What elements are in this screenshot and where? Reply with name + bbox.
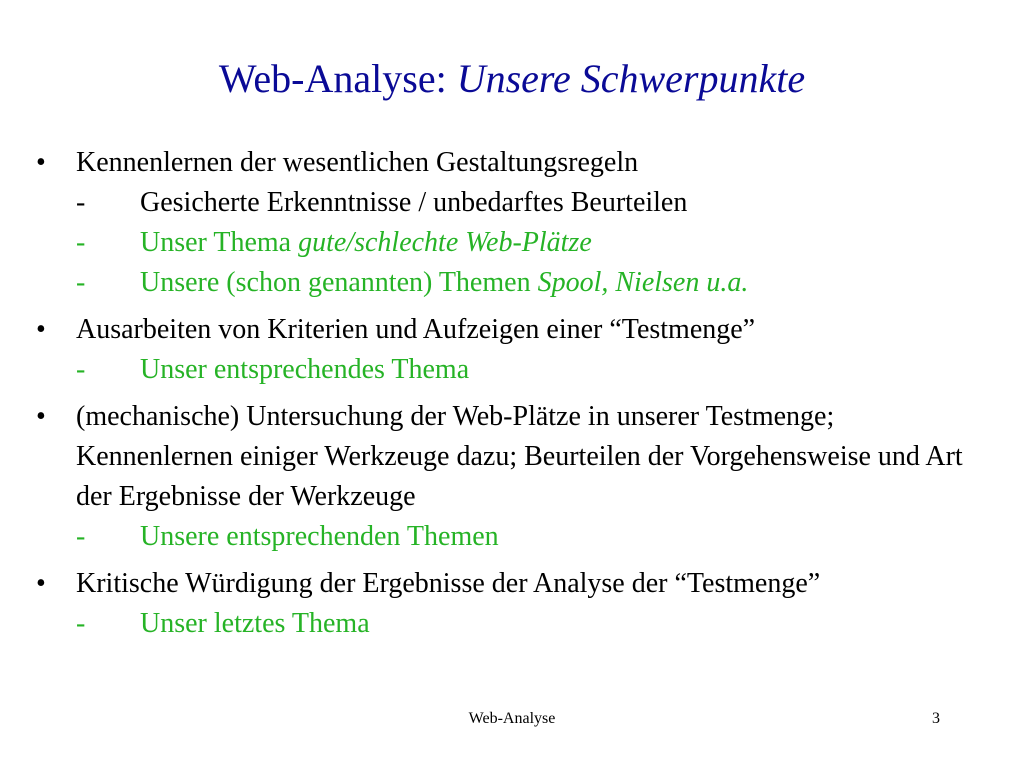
sub-text-italic: Spool, Nielsen u.a. [537,267,749,298]
bullet-text: (mechanische) Untersuchung der Web-Plätze in unserer Testmenge; Kennenlernen einiger Werkzeuge dazu; Beurteilen der Vorgehensweise und Art der Ergebnisse der Werkzeuge [76,401,963,512]
bullet-text: Kritische Würdigung der Ergebnisse der Analyse der “Testmenge” [76,568,821,599]
sub-item [76,350,996,390]
sub-text: Unser letztes Thema [140,608,370,639]
sub-dash: - [76,608,86,639]
sub-dash: - [76,227,86,258]
slide-title [0,55,1024,103]
bullet-item [36,143,996,303]
bullet-text: Ausarbeiten von Kriterien und Aufzeigen einer “Testmenge” [76,314,756,345]
bullet-item [36,310,996,390]
sub-dash: - [76,187,86,218]
sub-dash: - [76,521,86,552]
page-number: 3 [932,710,940,727]
sub-item [76,223,996,263]
footer-title: Web-Analyse [468,710,556,727]
sub-text: Unser Thema [140,227,299,258]
bullet-dot: • [36,401,46,432]
sub-item [76,517,996,557]
sub-text: Unsere (schon genannten) Themen [140,267,538,298]
bullet-text: Kennenlernen der wesentlichen Gestaltungsregeln [76,147,639,178]
sub-dash: - [76,354,86,385]
sub-dash: - [76,267,86,298]
slide-title-plain: Web-Analyse: [218,56,457,101]
sub-item [76,263,996,303]
sub-text: Gesicherte Erkenntnisse / unbedarftes Beurteilen [140,187,688,218]
bullet-dot: • [36,568,46,599]
sub-item [76,183,996,223]
sub-text: Unsere entsprechenden Themen [140,521,499,552]
bullet-dot: • [36,147,46,178]
sub-text-italic: gute/schlechte Web-Plätze [298,227,592,258]
bullet-dot: • [36,314,46,345]
sub-text: Unser entsprechendes Thema [140,354,470,385]
slide-body [36,143,996,651]
bullet-item [36,397,996,557]
slide-title-italic: Unsere Schwerpunkte [456,56,806,101]
bullet-item [36,564,996,644]
sub-item [76,604,996,644]
